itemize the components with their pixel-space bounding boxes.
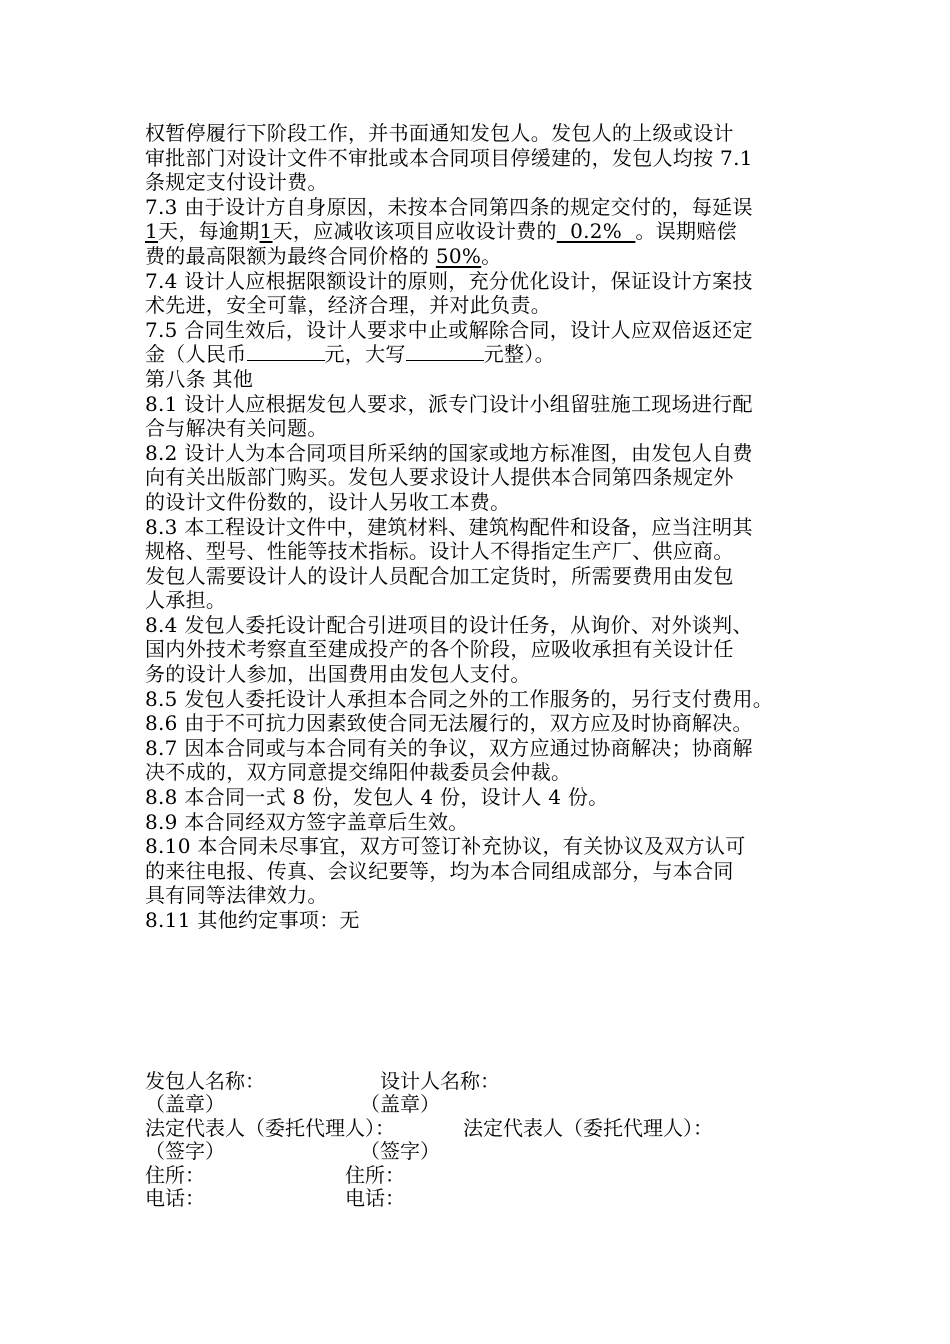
clause-7-3-line: 7.3 由于设计方自身原因，未按本合同第四条的规定交付的，每延误 bbox=[145, 194, 753, 219]
clause-7-3-line bbox=[145, 244, 825, 269]
rmb-amount-blank[interactable] bbox=[247, 342, 325, 361]
clause-8-8-line: 8.8 本合同一式 8 份，发包人 4 份，设计人 4 份。 bbox=[145, 785, 609, 810]
clause-8-2-line: 8.2 设计人为本合同项目所采纳的国家或地方标准图，由发包人自费 bbox=[145, 440, 753, 465]
text-fragment: 天，每逾期 bbox=[158, 219, 260, 244]
text-fragment: 天，应减收该项目应收设计费的 bbox=[272, 219, 557, 244]
clause-7-5-line: 7.5 合同生效后，设计人要求中止或解除合同，设计人应双倍返还定 bbox=[145, 317, 753, 342]
clause-8-6-line: 8.6 由于不可抗力因素致使合同无法履行的，双方应及时协商解决。 bbox=[145, 711, 753, 736]
text-fragment: 费的最高限额为最终合同价格的 bbox=[145, 243, 436, 268]
delay-days-value: 1 bbox=[145, 219, 159, 244]
clause-8-10-line: 具有同等法律效力。 bbox=[145, 883, 328, 908]
clause-8-4-line: 国内外技术考察直至建成投产的各个阶段，应吸收承担有关设计任 bbox=[145, 637, 734, 662]
clause-7-3-line bbox=[145, 219, 825, 244]
deduction-rate-value: 0.2% bbox=[556, 219, 636, 244]
client-address-label: 住所： bbox=[145, 1162, 205, 1187]
clause-8-3-line: 发包人需要设计人的设计人员配合加工定货时，所需要费用由发包 bbox=[145, 563, 734, 588]
text-fragment: 元，大写 bbox=[324, 342, 406, 367]
signature-block bbox=[145, 1070, 845, 1210]
text-line: 条规定支付设计费。 bbox=[145, 170, 328, 195]
clause-8-9-line: 8.9 本合同经双方签字盖章后生效。 bbox=[145, 809, 469, 834]
clause-8-3-line: 人承担。 bbox=[145, 588, 227, 613]
client-phone-label: 电话： bbox=[145, 1185, 205, 1210]
text-line: 审批部门对设计文件不审批或本合同项目停缓建的，发包人均按 7.1 bbox=[145, 145, 753, 170]
client-name-label: 发包人名称： bbox=[145, 1069, 265, 1093]
signature-row-seal bbox=[145, 1093, 845, 1116]
designer-rep-label: 法定代表人（委托代理人）： bbox=[463, 1115, 713, 1140]
designer-seal-label: （盖章） bbox=[360, 1092, 440, 1117]
clause-8-5-line: 8.5 发包人委托设计人承担本合同之外的工作服务的，另行支付费用。 bbox=[145, 686, 774, 711]
clause-8-11-line: 8.11 其他约定事项：无 bbox=[145, 908, 360, 932]
clause-8-1-line: 8.1 设计人应根据发包人要求，派专门设计小组留驻施工现场进行配 bbox=[145, 391, 753, 416]
designer-name-label: 设计人名称： bbox=[380, 1069, 500, 1093]
clause-8-10-line: 的来往电报、传真、会议纪要等，均为本合同组成部分，与本合同 bbox=[145, 858, 734, 883]
clause-8-1-line: 合与解决有关问题。 bbox=[145, 416, 328, 441]
text-fragment: 金（人民币 bbox=[145, 342, 247, 367]
clause-8-3-line: 8.3 本工程设计文件中，建筑材料、建筑构配件和设备，应当注明其 bbox=[145, 514, 753, 539]
clause-8-3-line: 规格、型号、性能等技术指标。设计人不得指定生产厂、供应商。 bbox=[145, 539, 734, 564]
clause-8-2-line: 的设计文件份数的，设计人另收工本费。 bbox=[145, 489, 511, 514]
signature-row-sign bbox=[145, 1140, 845, 1163]
signature-row-name bbox=[145, 1070, 845, 1093]
signature-row-address bbox=[145, 1164, 845, 1187]
capital-amount-blank[interactable] bbox=[406, 342, 484, 361]
designer-address-label: 住所： bbox=[345, 1162, 405, 1187]
client-sign-label: （签字） bbox=[145, 1139, 225, 1164]
clause-7-4-line: 7.4 设计人应根据限额设计的原则，充分优化设计，保证设计方案技 bbox=[145, 268, 753, 293]
clause-8-7-line: 8.7 因本合同或与本合同有关的争议，双方应通过协商解决；协商解 bbox=[145, 735, 753, 760]
signature-row-rep bbox=[145, 1117, 845, 1140]
clause-7-5-line bbox=[145, 342, 825, 367]
text-line: 权暂停履行下阶段工作，并书面通知发包人。发包人的上级或设计 bbox=[145, 121, 734, 145]
clause-8-7-line: 决不成的，双方同意提交绵阳仲裁委员会仲裁。 bbox=[145, 760, 572, 785]
clause-8-10-line: 8.10 本合同未尽事宜，双方可签订补充协议，有关协议及双方认可 bbox=[145, 834, 746, 859]
clause-8-4-line: 务的设计人参加，出国费用由发包人支付。 bbox=[145, 662, 531, 687]
contract-body bbox=[145, 121, 825, 933]
designer-sign-label: （签字） bbox=[360, 1139, 440, 1164]
clause-8-4-line: 8.4 发包人委托设计配合引进项目的设计任务，从询价、对外谈判、 bbox=[145, 612, 753, 637]
max-penalty-value: 50% bbox=[435, 243, 482, 268]
clause-8-2-line: 向有关出版部门购买。发包人要求设计人提供本合同第四条规定外 bbox=[145, 465, 734, 490]
designer-phone-label: 电话： bbox=[345, 1185, 405, 1210]
overdue-days-value: 1 bbox=[259, 219, 273, 244]
client-rep-label: 法定代表人（委托代理人）： bbox=[145, 1115, 395, 1140]
article-8-heading: 第八条 其他 bbox=[145, 366, 254, 391]
text-fragment: 。误期赔偿 bbox=[635, 219, 737, 244]
signature-row-phone bbox=[145, 1187, 845, 1210]
text-fragment: 。 bbox=[481, 243, 502, 268]
client-seal-label: （盖章） bbox=[145, 1092, 225, 1117]
clause-7-4-line: 术先进，安全可靠，经济合理，并对此负责。 bbox=[145, 293, 551, 318]
text-fragment: 元整）。 bbox=[483, 342, 555, 367]
